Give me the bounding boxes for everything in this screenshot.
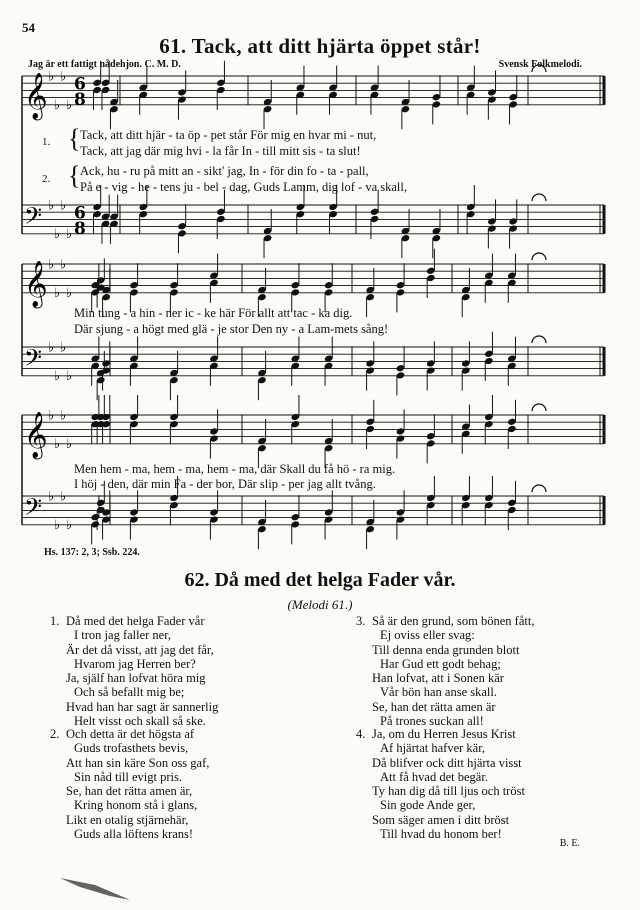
stanza-line: I tron jag faller ner, xyxy=(74,628,172,643)
stanza-line: Ja, själf han lofvat höra mig xyxy=(66,671,206,686)
flat-sign: ♭ xyxy=(54,518,61,534)
flat-sign: ♭ xyxy=(54,369,61,385)
fermata xyxy=(532,485,546,492)
flat-sign: ♭ xyxy=(60,489,67,505)
stanza-line: Är det då visst, att jag det får, xyxy=(66,642,214,657)
treble-clef: 𝄞 xyxy=(24,260,48,307)
lyric-s1-l1: Tack, att ditt hjär - ta öp - pet står För mig en hvar mi - nut, xyxy=(80,128,377,142)
stanza-line: Likt en otalig stjärnehär, xyxy=(66,812,189,827)
stanza-4 xyxy=(356,727,525,842)
lyric-s1-l3: Ack, hu - ru på mitt an - sikt' jag, In - för din fo - ta - pall, xyxy=(80,164,369,178)
stanza-line: Då med det helga Fader vår xyxy=(66,614,205,628)
flat-sign: ♭ xyxy=(60,257,67,273)
stanza-line: Kring honom stå i glans, xyxy=(74,798,198,813)
fermata xyxy=(532,336,546,343)
time-signature: 6 xyxy=(74,74,86,95)
bass-clef: 𝄢 xyxy=(24,492,43,526)
stanza-line: Till hvad du honom ber! xyxy=(380,827,502,842)
flat-sign: ♭ xyxy=(60,69,67,85)
flat-sign: ♭ xyxy=(54,98,61,114)
stanza-line: Vår bön han anse skall. xyxy=(380,685,497,700)
stanza-line: Ty han dig då till ljus och tröst xyxy=(372,784,525,799)
lyric-s2-l2: Där sjung - a högt med glä - je stor Den ny - a Lam-mets sång! xyxy=(74,322,389,336)
stanza-line: Då blifver ock ditt hjärta visst xyxy=(372,755,522,770)
fermata xyxy=(532,194,546,201)
stanza-line: Har Gud ett godt behag; xyxy=(380,656,501,671)
flat-sign: ♭ xyxy=(48,408,55,424)
stanza-line: Ja, om du Herren Jesus Krist xyxy=(372,727,516,741)
treble-clef: 𝄞 xyxy=(24,72,48,119)
flat-sign: ♭ xyxy=(60,408,67,424)
stanza-line: Att han sin käre Son oss gaf, xyxy=(66,755,210,770)
tune-source: Svensk Folkmelodi. xyxy=(498,59,582,70)
stanza-line: Hvad han har sagt är sannerlig xyxy=(66,699,219,714)
flat-sign: ♭ xyxy=(54,437,61,453)
hymn-reference: Hs. 137: 2, 3; Ssb. 224. xyxy=(44,547,140,558)
stanza-2 xyxy=(50,727,210,842)
author-signature: B. E. xyxy=(559,838,580,849)
stanza-line: Se, han det rätta amen är, xyxy=(66,784,193,799)
stanza-line: Sin nåd till evigt pris. xyxy=(74,769,182,784)
melody-note: (Melodi 61.) xyxy=(287,597,353,612)
verse-1-number: 1. xyxy=(42,136,51,148)
fermata xyxy=(532,65,546,72)
tune-note: Jag är ett fattigt nådehjon. C. M. D. xyxy=(28,59,181,70)
flat-sign: ♭ xyxy=(60,198,67,214)
hymn-61-title: 61. Tack, att ditt hjärta öppet står! xyxy=(159,34,481,58)
flat-sign: ♭ xyxy=(48,69,55,85)
stanza-1-number: 1. xyxy=(50,614,60,628)
flat-sign: ♭ xyxy=(48,198,55,214)
flat-sign: ♭ xyxy=(66,369,73,385)
treble-clef: 𝄞 xyxy=(24,411,48,458)
stanza-line: Så är den grund, som bönen fått, xyxy=(372,614,535,628)
stanza-line: Helt visst och skall så ske. xyxy=(74,714,206,729)
stanza-line: Ej oviss eller svag: xyxy=(380,628,475,643)
stanza-line: På trones suckan all! xyxy=(380,714,484,729)
lyric-s2-l1: Min tung - a hin - ner ic - ke här För allt att tac - ka dig. xyxy=(74,306,353,320)
flat-sign: ♭ xyxy=(66,286,73,302)
flat-sign: ♭ xyxy=(54,286,61,302)
flat-sign: ♭ xyxy=(66,98,73,114)
stanza-3-number: 3. xyxy=(356,614,366,628)
stanza-line: Som säger amen i ditt bröst xyxy=(372,812,510,827)
stanza-line: Och så befallt mig be; xyxy=(74,685,185,700)
page-number: 54 xyxy=(22,20,35,35)
lyric-s3-l2: I höj - den, där min Fa - der bor, Där slip - per jag allt tvång. xyxy=(74,477,376,491)
hymn-62-title: 62. Då med det helga Fader vår. xyxy=(184,569,456,591)
stanza-4-number: 4. xyxy=(356,727,366,741)
stanza-1 xyxy=(50,614,219,729)
bass-clef: 𝄢 xyxy=(24,201,43,235)
fermata xyxy=(532,404,546,411)
brace-1: { xyxy=(68,124,81,153)
flat-sign: ♭ xyxy=(60,340,67,356)
lyric-s3-l1: Men hem - ma, hem - ma, hem - ma, där Skall du få hö - ra mig. xyxy=(74,462,396,476)
verse-2-number: 2. xyxy=(42,173,51,185)
flat-sign: ♭ xyxy=(48,257,55,273)
flat-sign: ♭ xyxy=(66,518,73,534)
flat-sign: ♭ xyxy=(54,227,61,243)
time-signature: 6 xyxy=(74,203,86,224)
stanza-line: Hvarom jag Herren ber? xyxy=(74,656,196,671)
stanza-2-number: 2. xyxy=(50,727,60,741)
stanza-line: Guds alla löftens krans! xyxy=(74,827,194,842)
lyric-s1-l2: Tack, att jag där mig hvi - la får In - till mitt sis - ta slut! xyxy=(80,144,361,158)
stanza-line: Sin gode Ande ger, xyxy=(380,798,476,813)
stanza-line: Af hjärtat hafver kär, xyxy=(380,741,485,756)
stanza-line: Se, han det rätta amen är xyxy=(372,699,496,714)
flat-sign: ♭ xyxy=(66,227,73,243)
stanza-3 xyxy=(356,614,535,729)
brace-2: { xyxy=(68,161,81,190)
lyric-s1-l4: På e - vig - he - tens ju - bel - dag, Guds Lamm, dig lof - va skall, xyxy=(80,180,408,194)
fermata xyxy=(532,253,546,260)
stanza-line: Han lofvat, att i Sonen kär xyxy=(372,671,504,686)
flat-sign: ♭ xyxy=(66,437,73,453)
stanza-line: Guds trofasthets bevis, xyxy=(74,741,189,756)
flat-sign: ♭ xyxy=(48,340,55,356)
bass-clef: 𝄢 xyxy=(24,343,43,377)
flat-sign: ♭ xyxy=(48,489,55,505)
stanza-line: Att få hvad det begär. xyxy=(380,769,488,784)
time-signature: 8 xyxy=(74,218,86,239)
stanza-line: Till denna enda grunden blott xyxy=(372,642,520,657)
stanza-line: Och detta är det högsta af xyxy=(66,727,195,741)
time-signature: 8 xyxy=(74,89,86,110)
